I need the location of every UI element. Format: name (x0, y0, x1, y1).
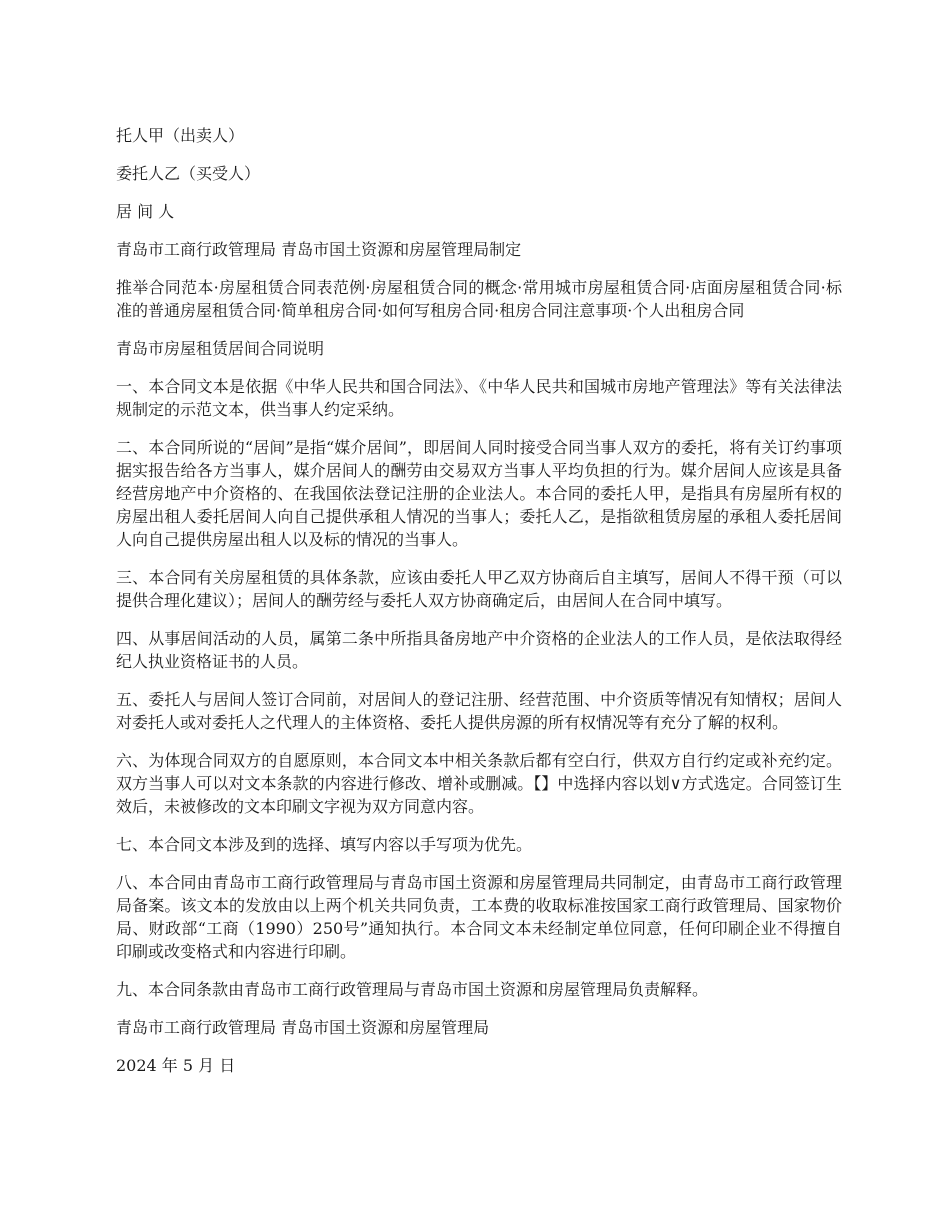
party-b-line: 委托人乙（买受人） (116, 164, 261, 183)
clause-6: 六、为体现合同双方的自愿原则，本合同文本中相关条款后都有空白行，供双方自行约定或补充约定。双方当事人可以对文本条款的内容进行修改、增补或删减。【】中选择内容以划∨方式选定。合同签订生效后，未被修改的文本印刷文字视为双方同意内容。 (116, 751, 842, 816)
signature-line: 青岛市工商行政管理局 青岛市国土资源和房屋管理局 (116, 1018, 490, 1037)
clause-4: 四、从事居间活动的人员，属第二条中所指具备房地产中介资格的企业法人的工作人员，是依法取得经纪人执业资格证书的人员。 (116, 629, 842, 671)
document-title: 青岛市房屋租赁居间合同说明 (116, 339, 325, 358)
clause-7: 七、本合同文本涉及到的选择、填写内容以手写项为优先。 (116, 835, 533, 854)
party-a-line: 托人甲（出卖人） (116, 126, 245, 145)
recommended-links: 推举合同范本·房屋租赁合同表范例·房屋租赁合同的概念·常用城市房屋租赁合同·店面房屋租赁合同·标准的普通房屋租赁合同·简单租房合同·如何写租房合同·租房合同注意事项·个人出租房合同 (116, 278, 842, 320)
clause-9: 九、本合同条款由青岛市工商行政管理局与青岛市国土资源和房屋管理局负责解释。 (116, 980, 709, 999)
broker-line: 居 间 人 (116, 202, 175, 221)
clause-1: 一、本合同文本是依据《中华人民共和国合同法》、《中华人民共和国城市房地产管理法》等有关法律法规制定的示范文本，供当事人约定采纳。 (116, 377, 842, 419)
clause-8: 八、本合同由青岛市工商行政管理局与青岛市国土资源和房屋管理局共同制定，由青岛市工商行政管理局备案。该文本的发放由以上两个机关共同负责，工本费的收取标准按国家工商行政管理局、国家物价局、财政部“工商（1990）250号”通知执行。本合同文本未经制定单位同意，任何印刷企业不得擅自印刷或改变格式和内容进行印刷。 (116, 873, 842, 961)
document-body (116, 124, 842, 1092)
date-line: 2024 年 5 月 日 (116, 1056, 236, 1075)
clause-2: 二、本合同所说的“居间”是指“媒介居间”，即居间人同时接受合同当事人双方的委托，将有关订约事项据实报告给各方当事人，媒介居间人的酬劳由交易双方当事人平均负担的行为。媒介居间人应该是具备经营房地产中介资格的、在我国依法登记注册的企业法人。本合同的委托人甲，是指具有房屋所有权的房屋出租人委托居间人向自己提供承租人情况的当事人；委托人乙，是指欲租赁房屋的承租人委托居间人向自己提供房屋出租人以及标的情况的当事人。 (116, 438, 842, 549)
issuer-line: 青岛市工商行政管理局 青岛市国土资源和房屋管理局制定 (116, 240, 522, 259)
clause-5: 五、委托人与居间人签订合同前，对居间人的登记注册、经营范围、中介资质等情况有知情权；居间人对委托人或对委托人之代理人的主体资格、委托人提供房源的所有权情况等有充分了解的权利。 (116, 690, 842, 732)
clause-3: 三、本合同有关房屋租赁的具体条款，应该由委托人甲乙双方协商后自主填写，居间人不得干预（可以提供合理化建议）；居间人的酬劳经与委托人双方协商确定后，由居间人在合同中填写。 (116, 568, 842, 610)
